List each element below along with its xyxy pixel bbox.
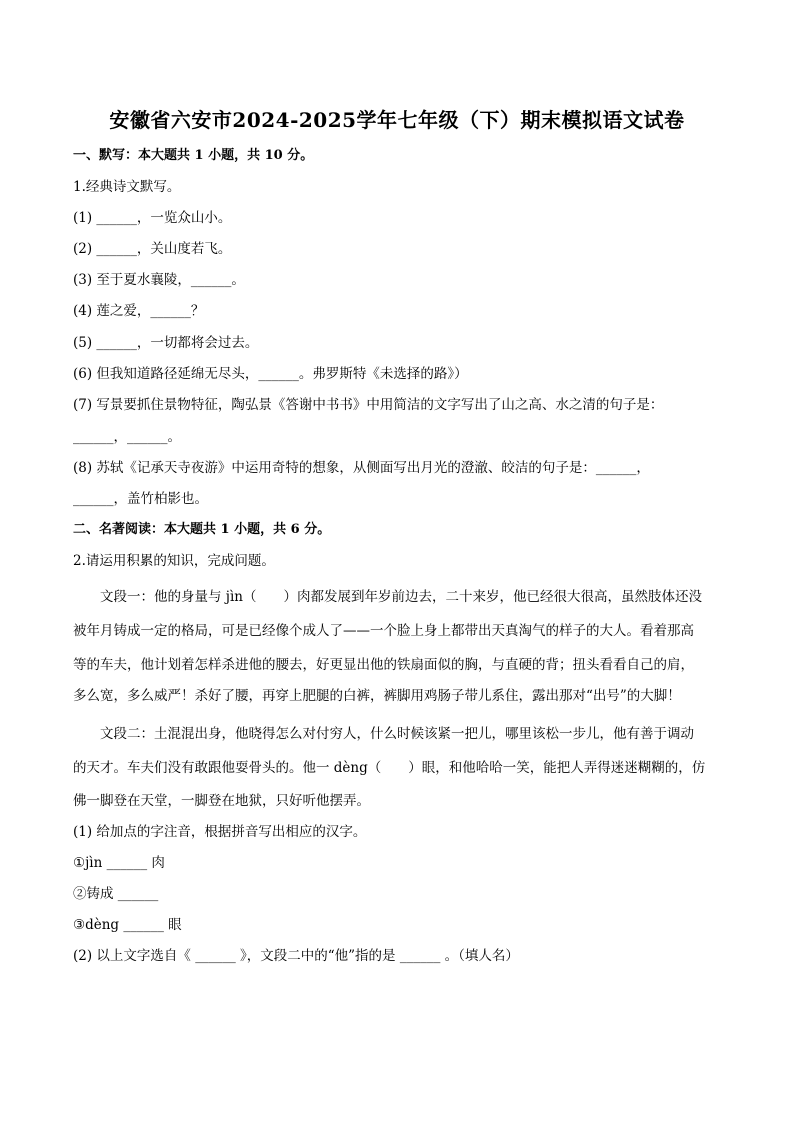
q2-sub-1-item-1: ①jìn ______ 肉 bbox=[73, 855, 165, 871]
passage-2-line-3: 佛一脚登在天堂，一脚登在地狱，只好听他摆弄。 bbox=[73, 793, 370, 809]
q1-item-3: (3) 至于夏水襄陵，______。 bbox=[73, 272, 245, 288]
q1-item-7-answer: ______，______。 bbox=[73, 429, 181, 445]
q1-item-7: (7) 写景要抓住景物特征，陶弘景《答谢中书书》中用简洁的文字写出了山之高、水之清的句子是： bbox=[73, 397, 664, 413]
question-1-stem: 1.经典诗文默写。 bbox=[73, 179, 181, 195]
question-2-stem: 2.请运用积累的知识，完成问题。 bbox=[73, 553, 275, 569]
passage-1-line-1: 文段一：他的身量与 jìn（ ）肉都发展到年岁前边去，二十来岁，他已经很大很高，虽然肢体还没 bbox=[100, 589, 702, 605]
q1-item-2: (2) ______，关山度若飞。 bbox=[73, 241, 232, 257]
section-1-heading: 一、默写：本大题共 1 小题，共 10 分。 bbox=[73, 148, 314, 163]
q1-item-5: (5) ______，一切都将会过去。 bbox=[73, 335, 259, 351]
q1-item-8-answer: ______，盖竹柏影也。 bbox=[73, 491, 208, 507]
section-2-heading: 二、名著阅读：本大题共 1 小题，共 6 分。 bbox=[73, 522, 331, 537]
q1-item-8: (8) 苏轼《记承天寺夜游》中运用奇特的想象，从侧面写出月光的澄澈、皎洁的句子是：______， bbox=[73, 460, 650, 476]
passage-1-line-3: 等的车夫，他计划着怎样杀进他的腰去，好更显出他的铁扇面似的胸，与直硬的背；扭头看看自己的肩， bbox=[73, 657, 694, 673]
q2-sub-1-item-2: ②铸成 ______ bbox=[73, 886, 159, 902]
passage-2-line-1: 文段二：土混混出身，他晓得怎么对付穷人，什么时候该紧一把儿，哪里该松一步儿，他有善于调动 bbox=[100, 726, 694, 742]
q1-item-6: (6) 但我知道路径延绵无尽头，______。弗罗斯特《未选择的路》） bbox=[73, 366, 468, 382]
page-title: 安徽省六安市2024-2025学年七年级（下）期末模拟语文试卷 bbox=[109, 108, 685, 132]
passage-1-line-4: 多么宽，多么威严！杀好了腰，再穿上肥腿的白裤，裤脚用鸡肠子带儿系住，露出那对“出号”的大脚！ bbox=[73, 688, 681, 704]
q2-sub-1: (1) 给加点的字注音，根据拼音写出相应的汉字。 bbox=[73, 824, 367, 840]
passage-2-line-2: 的天才。车夫们没有敢跟他耍骨头的。他一 dèng（ ）眼，和他哈哈一笑，能把人弄得迷迷糊糊的，仿 bbox=[73, 760, 706, 776]
q2-sub-1-item-3: ③dèng ______ 眼 bbox=[73, 917, 182, 933]
q1-item-1: (1) ______，一览众山小。 bbox=[73, 210, 232, 226]
q1-item-4: (4) 莲之爱，______？ bbox=[73, 303, 205, 319]
passage-1-line-2: 被年月铸成一定的格局，可是已经像个成人了——一个脸上身上都带出天真淘气的样子的大人。看着那高 bbox=[73, 623, 694, 639]
q2-sub-2: (2) 以上文字选自《 ______ 》，文段二中的“他”指的是 ______ 。（填人名） bbox=[73, 948, 519, 964]
